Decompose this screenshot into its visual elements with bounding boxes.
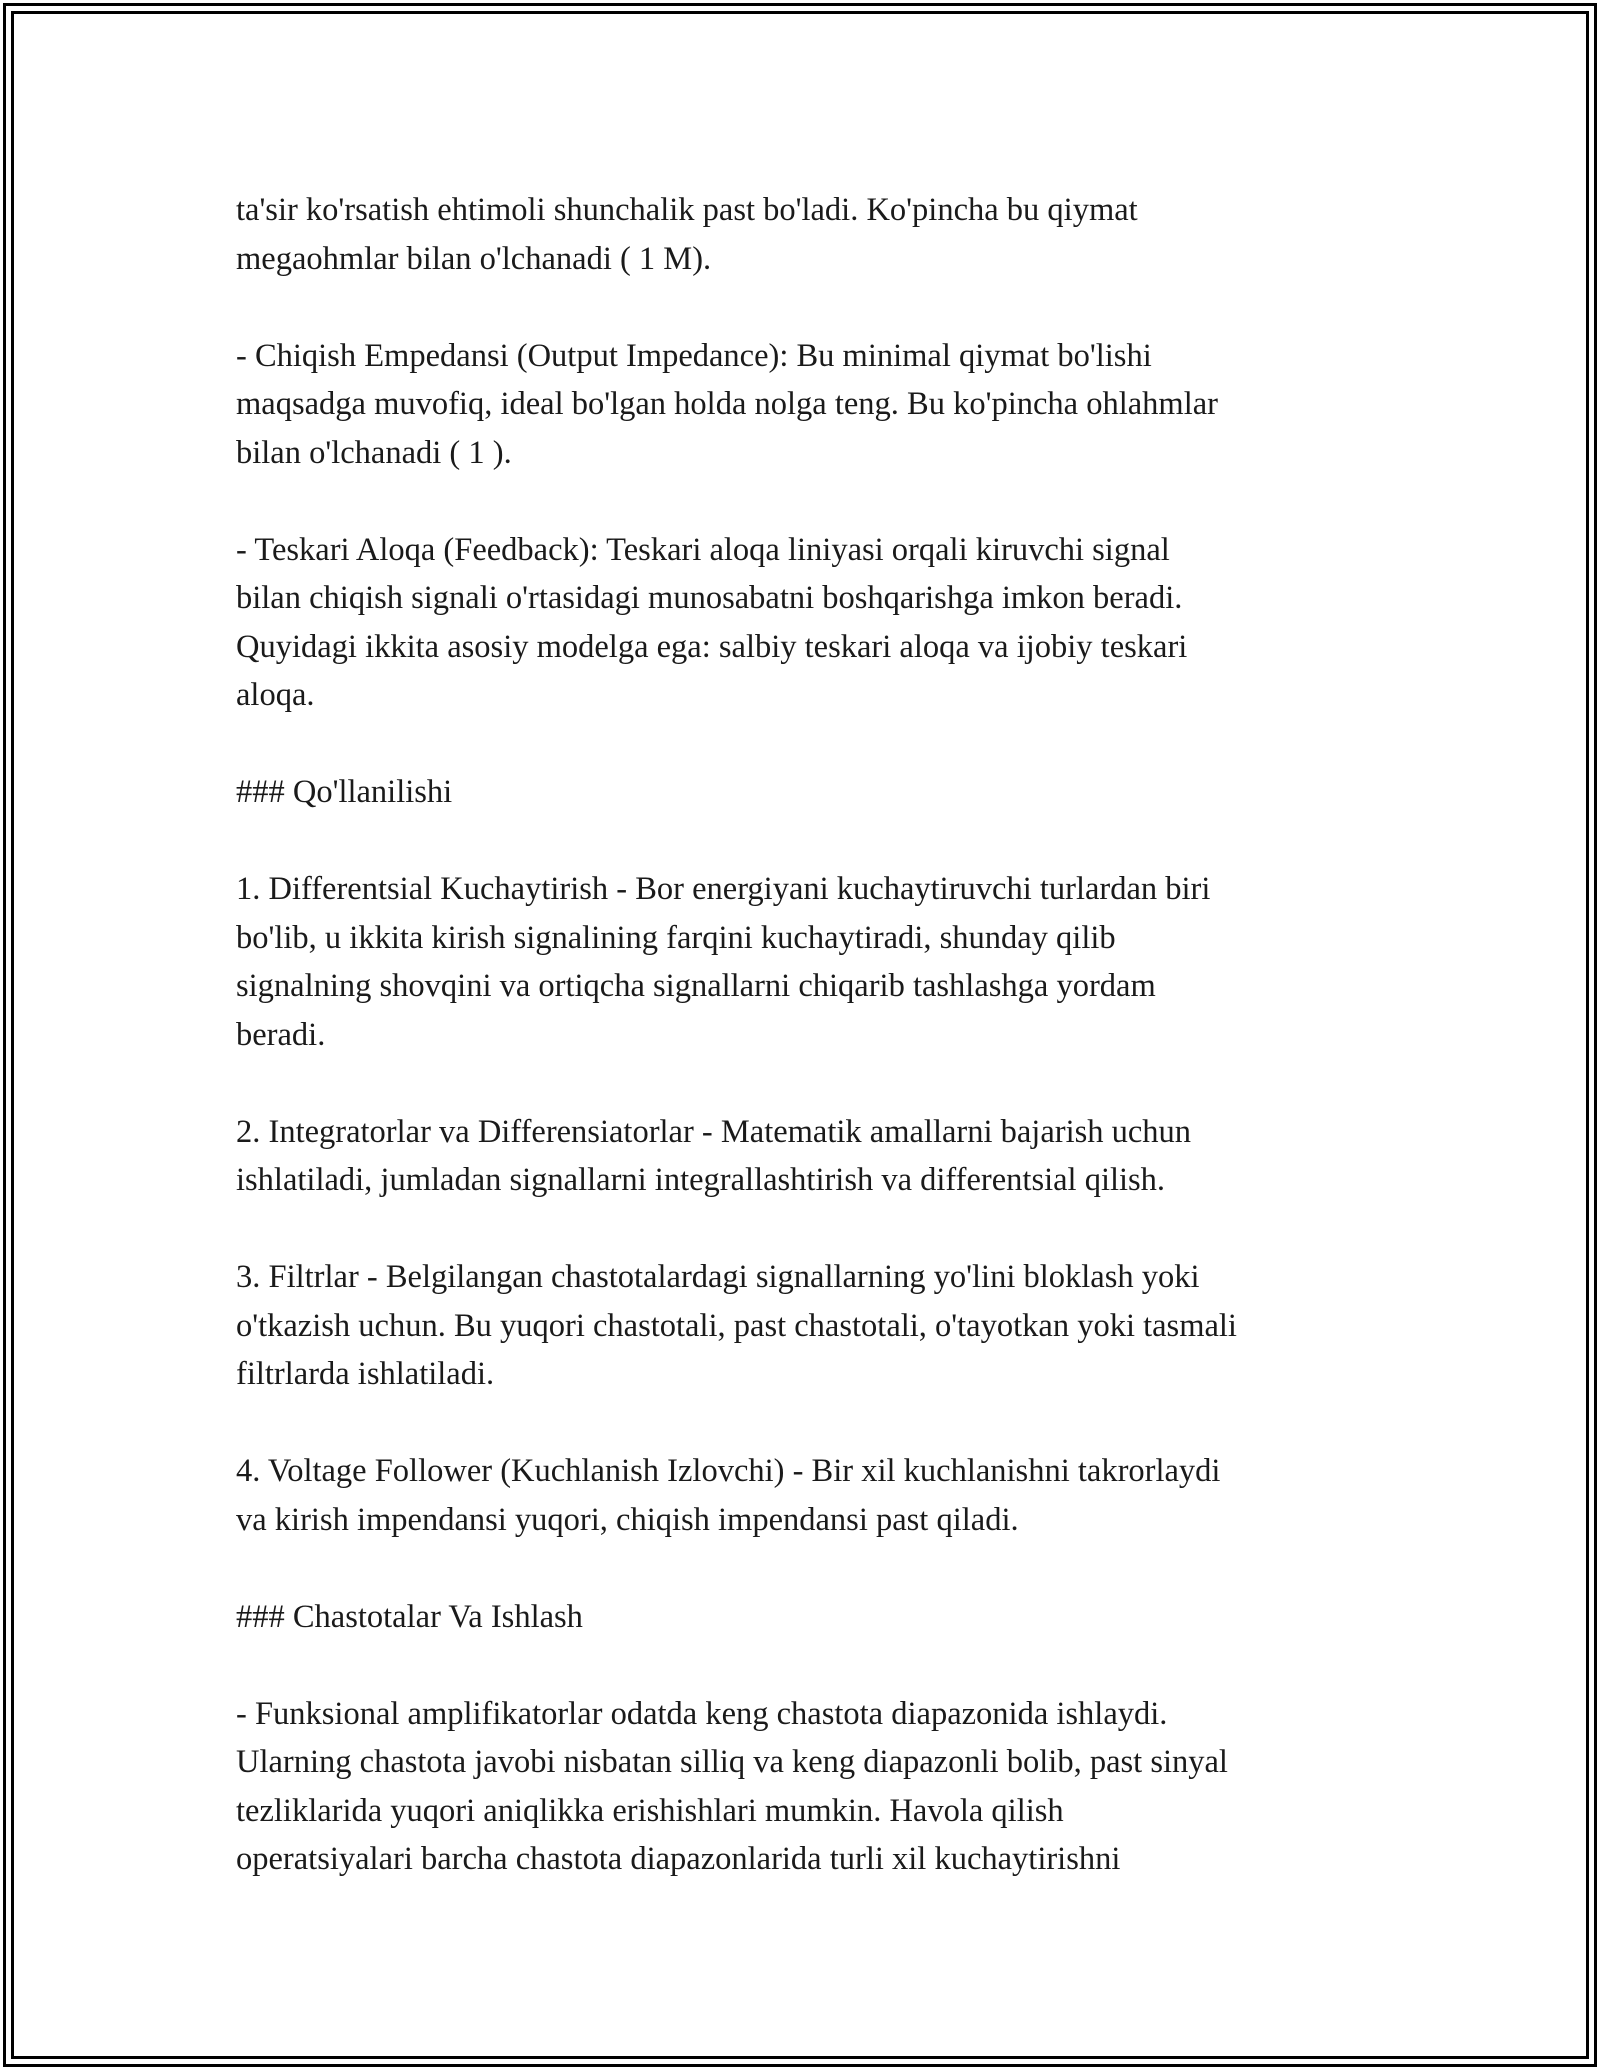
text-line: bilan chiqish signali o'rtasidagi munosabatni boshqarishga imkon beradi. xyxy=(236,580,1183,616)
text-line: 2. Integratorlar va Differensiatorlar - Matematik amallarni bajarish uchun xyxy=(236,1113,1192,1150)
heading-frequencies xyxy=(236,1593,1406,1642)
paragraph-feedback xyxy=(236,526,1406,720)
paragraph-integrators xyxy=(236,1108,1406,1205)
text-line: operatsiyalari barcha chastota diapazonlarida turli xil kuchaytirishni xyxy=(236,1841,1121,1877)
text-line: bo'lib, u ikkita kirish signalining farqini kuchaytiradi, shunday qilib xyxy=(236,919,1116,956)
heading-text: ### Chastotalar Va Ishlash xyxy=(236,1598,583,1635)
text-line: ishlatiladi, jumladan signallarni integrallashtirish va differentsial qilish. xyxy=(236,1162,1166,1198)
text-line: megaohmlar bilan o'lchanadi ( 1 M). xyxy=(236,240,712,277)
text-line: - Teskari Aloqa (Feedback): Teskari aloqa liniyasi orqali kiruvchi signal xyxy=(236,531,1170,568)
text-line: - Funksional amplifikatorlar odatda keng chastota diapazonida ishlaydi. xyxy=(236,1695,1168,1732)
text-line: Ularning chastota javobi nisbatan silliq va keng diapazonli bolib, past sinyal xyxy=(236,1744,1228,1780)
paragraph-frequency-range xyxy=(236,1690,1406,1884)
text-line: Quyidagi ikkita asosiy modelga ega: salbiy teskari aloqa va ijobiy teskari xyxy=(236,628,1188,665)
text-line: 4. Voltage Follower (Kuchlanish Izlovchi) - Bir xil kuchlanishni takrorlaydi xyxy=(236,1453,1221,1489)
text-line: 1. Differentsial Kuchaytirish - Bor energiyani kuchaytiruvchi turlardan biri xyxy=(236,871,1211,907)
heading-text: ### Qo'llanilishi xyxy=(236,774,453,810)
text-line: signalning shovqini va ortiqcha signallarni chiqarib tashlashga yordam xyxy=(236,968,1156,1004)
text-line: maqsadga muvofiq, ideal bo'lgan holda nolga teng. Bu ko'pincha ohlahmlar xyxy=(236,386,1218,422)
document-body xyxy=(236,186,1406,1884)
paragraph-differential xyxy=(236,865,1406,1059)
paragraph-input-impedance-continued xyxy=(236,186,1406,283)
paragraph-output-impedance xyxy=(236,332,1406,478)
text-line: o'tkazish uchun. Bu yuqori chastotali, past chastotali, o'tayotkan yoki tasmali xyxy=(236,1307,1237,1344)
paragraph-voltage-follower xyxy=(236,1447,1406,1544)
text-line: va kirish impendansi yuqori, chiqish impendansi past qiladi. xyxy=(236,1501,1019,1538)
paragraph-filters xyxy=(236,1253,1406,1399)
heading-applications xyxy=(236,768,1406,817)
text-line: - Chiqish Empedansi (Output Impedance): Bu minimal qiymat bo'lishi xyxy=(236,337,1152,374)
text-line: 3. Filtrlar - Belgilangan chastotalardagi signallarning yo'lini bloklash yoki xyxy=(236,1259,1200,1295)
text-line: tezliklarida yuqori aniqlikka erishishlari mumkin. Havola qilish xyxy=(236,1792,1064,1829)
text-line: aloqa. xyxy=(236,677,315,713)
text-line: bilan o'lchanadi ( 1 ). xyxy=(236,434,512,471)
text-line: filtrlarda ishlatiladi. xyxy=(236,1356,495,1392)
text-line: beradi. xyxy=(236,1016,326,1053)
text-line: ta'sir ko'rsatish ehtimoli shunchalik past bo'ladi. Ko'pincha bu qiymat xyxy=(236,192,1138,228)
